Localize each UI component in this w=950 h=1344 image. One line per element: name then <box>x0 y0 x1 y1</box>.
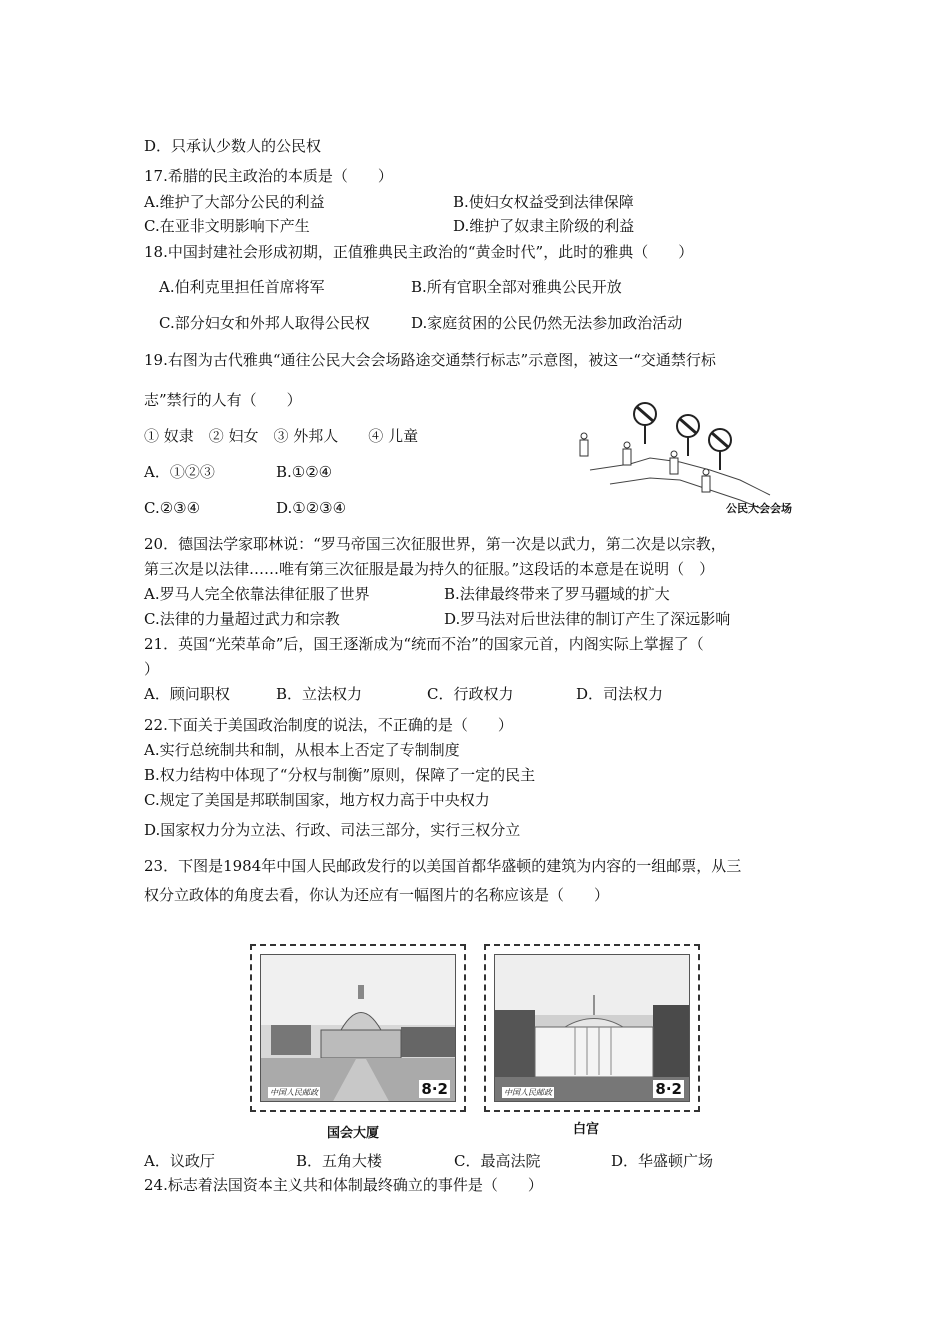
q19-option-d: D.①②③④ <box>276 499 347 517</box>
q18-stem: 18.中国封建社会形成初期，正值雅典民主政治的“黄金时代”，此时的雅典（ ） <box>144 243 694 261</box>
q21-option-c: C．行政权力 <box>427 685 514 703</box>
stamp1-value: 8·2 <box>421 1080 448 1098</box>
q18-option-d: D.家庭贫困的公民仍然无法参加政治活动 <box>411 314 683 332</box>
q22-option-a: A.实行总统制共和制，从根本上否定了专制制度 <box>144 741 460 759</box>
q21-stem-line1: 21．英国“光荣革命”后，国王逐渐成为“统而不治”的国家元首，内阁实际上掌握了（ <box>144 635 704 653</box>
q19-figure-caption: 公民大会会场 <box>726 502 792 515</box>
q23-option-b: B．五角大楼 <box>296 1152 383 1170</box>
q17-option-c: C.在亚非文明影响下产生 <box>144 217 310 235</box>
q18-option-b: B.所有官职全部对雅典公民开放 <box>411 278 622 296</box>
q23-stem-line2: 权分立政体的角度去看，你认为还应有一幅图片的名称应该是（ ） <box>144 886 610 904</box>
q21-option-b: B．立法权力 <box>276 685 363 703</box>
q20-option-b: B.法律最终带来了罗马疆域的扩大 <box>444 585 670 603</box>
q20-stem-line2: 第三次是以法律……唯有第三次征服是最为持久的征服。”这段话的本意是在说明（ ） <box>144 560 715 578</box>
stamp2-value: 8·2 <box>655 1080 682 1098</box>
no-entry-sign-1 <box>634 403 656 444</box>
q22-stem: 22.下面关于美国政治制度的说法，不正确的是（ ） <box>144 716 513 734</box>
q21-option-d: D．司法权力 <box>576 685 664 703</box>
q17-option-a: A.维护了大部分公民的利益 <box>144 193 325 211</box>
q22-option-d: D.国家权力分为立法、行政、司法三部分，实行三权分立 <box>144 821 521 839</box>
q19-items: ① 奴隶 ② 妇女 ③ 外邦人 ④ 儿童 <box>144 427 419 445</box>
stamp2-caption: 白宫 <box>573 1122 600 1137</box>
q20-option-a: A.罗马人完全依靠法律征服了世界 <box>144 585 370 603</box>
q16-option-d: D．只承认少数人的公民权 <box>144 137 322 155</box>
q18-option-a: A.伯利克里担任首席将军 <box>159 278 325 296</box>
no-entry-sign-2 <box>677 415 699 456</box>
q20-option-d: D.罗马法对后世法律的制订产生了深远影响 <box>444 610 731 628</box>
q21-stem-line2: ） <box>144 660 160 678</box>
q23-option-d: D．华盛顿广场 <box>611 1152 714 1170</box>
q22-option-c: C.规定了美国是邦联制国家，地方权力高于中央权力 <box>144 791 490 809</box>
stamp1-caption: 国会大厦 <box>327 1126 380 1141</box>
no-entry-sign-3 <box>709 429 731 470</box>
q19-option-c: C.②③④ <box>144 499 201 517</box>
q20-option-c: C.法律的力量超过武力和宗教 <box>144 610 340 628</box>
q19-option-b: B.①②④ <box>276 463 333 481</box>
q23-stem-line1: 23．下图是1984年中国人民邮政发行的以美国首都华盛顿的建筑为内容的一组邮票，从三 <box>144 857 742 875</box>
q17-option-d: D.维护了奴隶主阶级的利益 <box>453 217 635 235</box>
stamp-white-house <box>484 944 700 1112</box>
stamp1-publisher: 中国人民邮政 <box>270 1088 318 1097</box>
q22-option-b: B.权力结构中体现了“分权与制衡”原则，保障了一定的民主 <box>144 766 536 784</box>
q19-stem-line2: 志”禁行的人有（ ） <box>144 391 302 409</box>
q17-option-b: B.使妇女权益受到法律保障 <box>453 193 634 211</box>
q20-stem-line1: 20．德国法学家耶林说：“罗马帝国三次征服世界，第一次是以武力，第二次是以宗教， <box>144 535 726 553</box>
q17-stem: 17.希腊的民主政治的本质是（ ） <box>144 167 393 185</box>
q23-option-a: A．议政厅 <box>144 1152 215 1170</box>
q19-option-a: A．①②③ <box>144 463 215 481</box>
q24-stem: 24.标志着法国资本主义共和体制最终确立的事件是（ ） <box>144 1176 543 1194</box>
stamp-capitol <box>250 944 466 1112</box>
stamp2-publisher: 中国人民邮政 <box>504 1088 552 1097</box>
q19-stem-line1: 19.右图为古代雅典“通往公民大会会场路途交通禁行标志”示意图，被这一“交通禁行标 <box>144 351 716 369</box>
q21-option-a: A．顾问职权 <box>144 685 230 703</box>
q18-option-c: C.部分妇女和外邦人取得公民权 <box>159 314 370 332</box>
q23-option-c: C．最高法院 <box>454 1152 541 1170</box>
